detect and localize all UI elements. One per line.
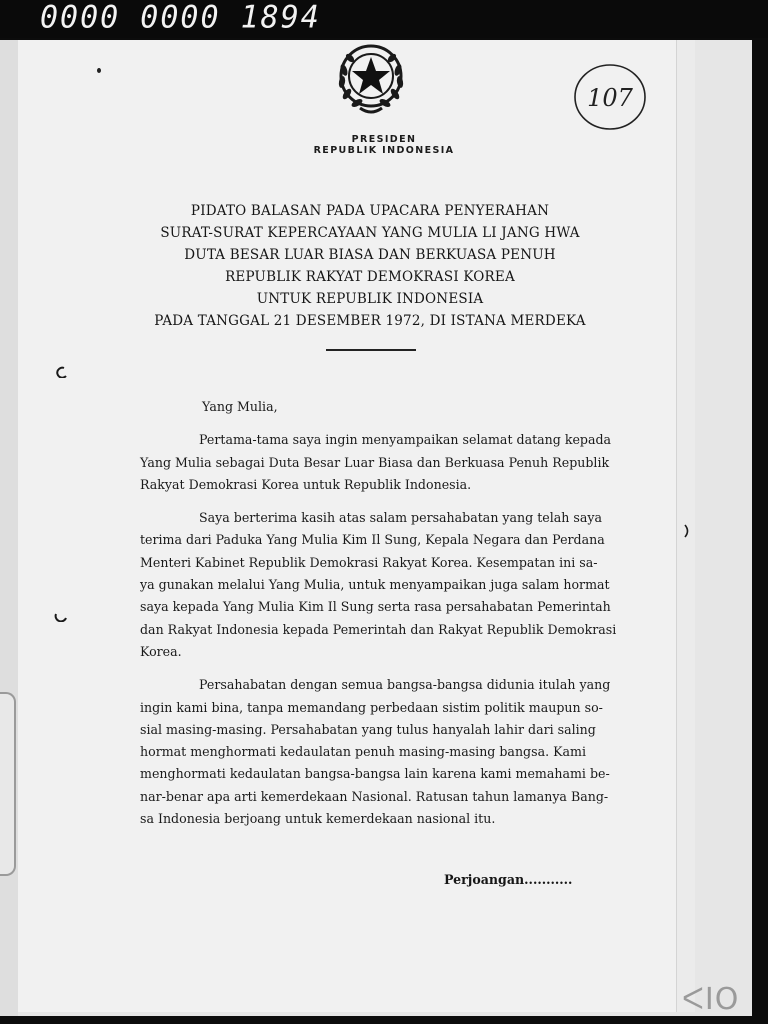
paragraph-1 xyxy=(140,429,620,496)
paragraph-3 xyxy=(140,674,620,830)
ink-speck xyxy=(97,68,101,73)
title-line: PIDATO BALASAN PADA UPACARA PENYERAHAN xyxy=(190,203,550,219)
paragraph-2 xyxy=(140,507,620,663)
paragraph-line: Persahabatan dengan semua bangsa-bangsa didunia itulah yang xyxy=(199,677,611,693)
frame-counter: 0000 0000 1894 xyxy=(40,0,321,36)
garuda-star-wreath-emblem-icon xyxy=(330,40,412,124)
title-line: DUTA BESAR LUAR BIASA DAN BERKUASA PENUH xyxy=(184,247,556,263)
title-line: REPUBLIK RAKYAT DEMOKRASI KOREA xyxy=(225,269,515,285)
handwritten-page-number xyxy=(572,62,648,132)
handwritten-page-number-text: 107 xyxy=(587,84,633,112)
salutation: Yang Mulia, xyxy=(202,399,278,414)
title-line: SURAT-SURAT KEPERCAYAAN YANG MULIA LI JANG HWA xyxy=(160,225,580,241)
binder-tab xyxy=(0,692,16,876)
bottom-frame-mark: ᐸIO xyxy=(682,982,740,1017)
closing-continuation: Perjoangan........... xyxy=(444,872,573,887)
paragraph-line: hormat menghormati kedaulatan penuh masing-masing bangsa. Kami xyxy=(140,744,586,760)
paragraph-line: sial masing-masing. Persahabatan yang tulus hanyalah lahir dari saling xyxy=(140,721,596,737)
paragraph-line: sa Indonesia berjoang untuk kemerdekaan nasional itu. xyxy=(140,811,496,827)
title-line: PADA TANGGAL 21 DESEMBER 1972, DI ISTANA MERDEKA xyxy=(154,313,586,329)
punch-hole-mark xyxy=(54,366,68,378)
paragraph-line: saya kepada Yang Mulia Kim Il Sung serta rasa persahabatan Pemerintah xyxy=(140,599,611,615)
paragraph-line: terima dari Paduka Yang Mulia Kim Il Sung, Kepala Negara dan Perdana xyxy=(140,532,605,548)
title-divider xyxy=(326,349,416,351)
paragraph-line: ingin kami bina, tanpa memandang perbedaan sistim politik maupun so- xyxy=(140,699,603,715)
punch-hole-mark xyxy=(54,610,68,622)
paragraph-line: menghormati kedaulatan bangsa-bangsa lain karena kami memahami be- xyxy=(140,766,610,782)
letterhead-republik-indonesia: REPUBLIK INDONESIA xyxy=(313,145,455,156)
paragraph-line: nar-benar apa arti kemerdekaan Nasional. Ratusan tahun lamanya Bang- xyxy=(140,788,609,804)
film-strip-top xyxy=(0,0,768,38)
paragraph-line: ya gunakan melalui Yang Mulia, untuk menyampaikan juga salam hormat xyxy=(140,577,610,593)
letterhead-presiden: PRESIDEN xyxy=(351,134,417,145)
page-edge-nick xyxy=(684,524,690,538)
paragraph-line: Yang Mulia sebagai Duta Besar Luar Biasa dan Berkuasa Penuh Republik xyxy=(140,454,610,470)
paragraph-line: Pertama-tama saya ingin menyampaikan selamat datang kepada xyxy=(199,432,612,448)
speech-body xyxy=(140,396,620,841)
title-line: UNTUK REPUBLIK INDONESIA xyxy=(256,291,484,307)
paragraph-line: Rakyat Demokrasi Korea untuk Republik Indonesia. xyxy=(140,476,472,492)
paragraph-line: Saya berterima kasih atas salam persahabatan yang telah saya xyxy=(199,510,602,526)
paragraph-line: Menteri Kabinet Republik Demokrasi Rakyat Korea. Kesempatan ini sa- xyxy=(140,554,598,570)
paragraph-line: dan Rakyat Indonesia kepada Pemerintah dan Rakyat Republik Demokrasi xyxy=(140,621,617,637)
paragraph-line: Korea. xyxy=(140,643,182,659)
speech-title xyxy=(130,200,610,332)
